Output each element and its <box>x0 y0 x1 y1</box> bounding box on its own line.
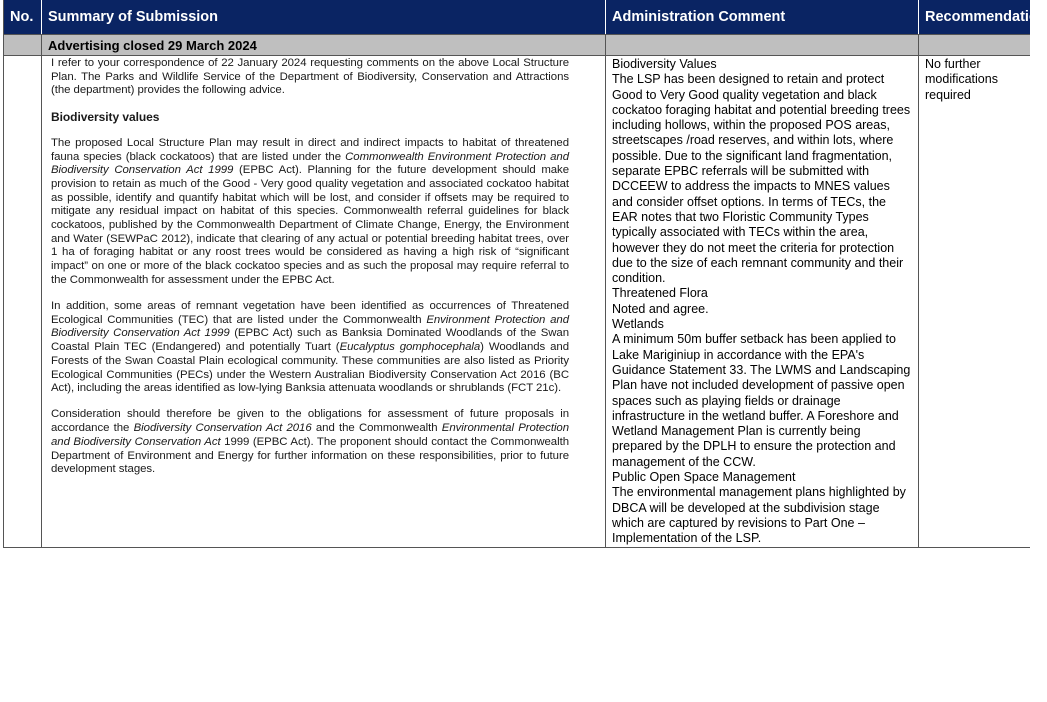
admin-comment-line: Biodiversity Values <box>612 57 717 71</box>
admin-comment-line: Noted and agree. <box>612 301 709 316</box>
submission-summary <box>42 56 606 547</box>
recommendation-cell: No further modifications required <box>925 57 998 102</box>
admin-comment-line: The environmental management plans highlighted by DBCA will be developed at the subdivision stage which are captured by revisions to Part One – Implementation of the LSP. <box>612 485 906 546</box>
header-recommendation: Recommendation <box>925 9 1047 25</box>
table-row <box>4 56 1030 547</box>
submission-intro: I refer to your correspondence of 22 January 2024 requesting comments on the above Local Structure Plan. The Parks and Wildlife Service of the Department of Biodiversity, Conservation and Attractions (the department) provides the following advice. <box>51 57 569 97</box>
admin-comment-line: Public Open Space Management <box>612 470 796 485</box>
submission-paragraph-2: In addition, some areas of remnant vegetation have been identified as occurrences of Threatened Ecological Communities (TEC) that are listed under the Commonwealth Environment Protection and Biodiversity Conservation Act 1999 (EPBC Act) such as Banksia Dominated Woodlands of the Swan Coastal Plain TEC (Endangered) and potentially Tuart (Eucalyptus gomphocephala) Woodlands and Forests of the Swan Coastal Plain ecological community. These communities are also listed as Priority Ecological Communities (PECs) under the Western Australian Biodiversity Conservation Act 2016 (BC Act), including the areas identified as low-lying Banksia attenuata woodlands or shrublands (FCT 21c). <box>51 300 569 395</box>
section-title: Advertising closed 29 March 2024 <box>42 35 606 55</box>
admin-comment-line: The LSP has been designed to retain and protect Good to Very Good quality vegetation and black cockatoo foraging habitat and potential breeding trees including hollows, within the proposed POS areas, streetscapes /road reserves, and within lots, where possible. Due to the significant land fragmentation, separate EPBC referrals will be submitted with DCCEEW to address the impacts to MNES values and consider offset options. In terms of TECs, the EAR notes that two Floristic Community Types typically associated with TECs within the area, however they do not meet the criteria for protection due to the size of each remnant community and their condition. <box>612 72 911 286</box>
section-row <box>4 34 1030 56</box>
header-admin-comment: Administration Comment <box>606 0 919 34</box>
admin-comment-line: A minimum 50m buffer setback has been applied to Lake Mariginiup in accordance with the EPA's Guidance Statement 33. The LWMS and Landscaping Plan have not included development of passive open spaces such as playing fields or drainage infrastructure in the wetland buffer. A Foreshore and Wetland Management Plan is currently being prepared by the DPLH to ensure the protection and management of the CCW. <box>612 332 911 469</box>
submission-heading: Biodiversity values <box>51 109 160 124</box>
admin-comment-line: Wetlands <box>612 317 664 332</box>
submissions-table <box>3 0 1047 548</box>
header-summary: Summary of Submission <box>42 0 606 34</box>
submission-paragraph-1: The proposed Local Structure Plan may result in direct and indirect impacts to habitat of threatened fauna species (black cockatoos) that are listed under the Commonwealth Environment Protection and Biodiversity Conservation Act 1999 (EPBC Act). Planning for the future development should make provision to retain as much of the Good - Very good quality vegetation and associated cockatoo habitat as possible, identify and quantify habitat which will be lost, and consider if offsets may be required to mitigate any residual impact on habitat of this species. Commonwealth referral guidelines for black cockatoos, published by the Commonwealth Department of Climate Change, Energy, the Environment and Water (SEWPaC 2012), indicate that clearing of any actual or potential breeding habitat trees, over 1 ha of foraging habitat or any roost trees would be considered as having a high risk of “significant impact” on one or more of the black cockatoo species and as such the proposal may require referral to the Commonwealth for assessment under the EPBC Act. <box>51 136 569 286</box>
submission-paragraph-3: Consideration should therefore be given to the obligations for assessment of future proposals in accordance the Biodiversity Conservation Act 2016 and the Commonwealth Environmental Protection and Biodiversity Conservation Act 1999 (EPBC Act). The proponent should contact the Commonwealth Department of Environment and Energy for further information on these responsibilities, prior to future development stages. <box>51 408 569 476</box>
table-header <box>4 0 1047 34</box>
header-no: No. <box>4 0 42 34</box>
admin-comment <box>606 56 919 547</box>
row-number <box>4 56 42 547</box>
admin-comment-line: Threatened Flora <box>612 286 708 301</box>
